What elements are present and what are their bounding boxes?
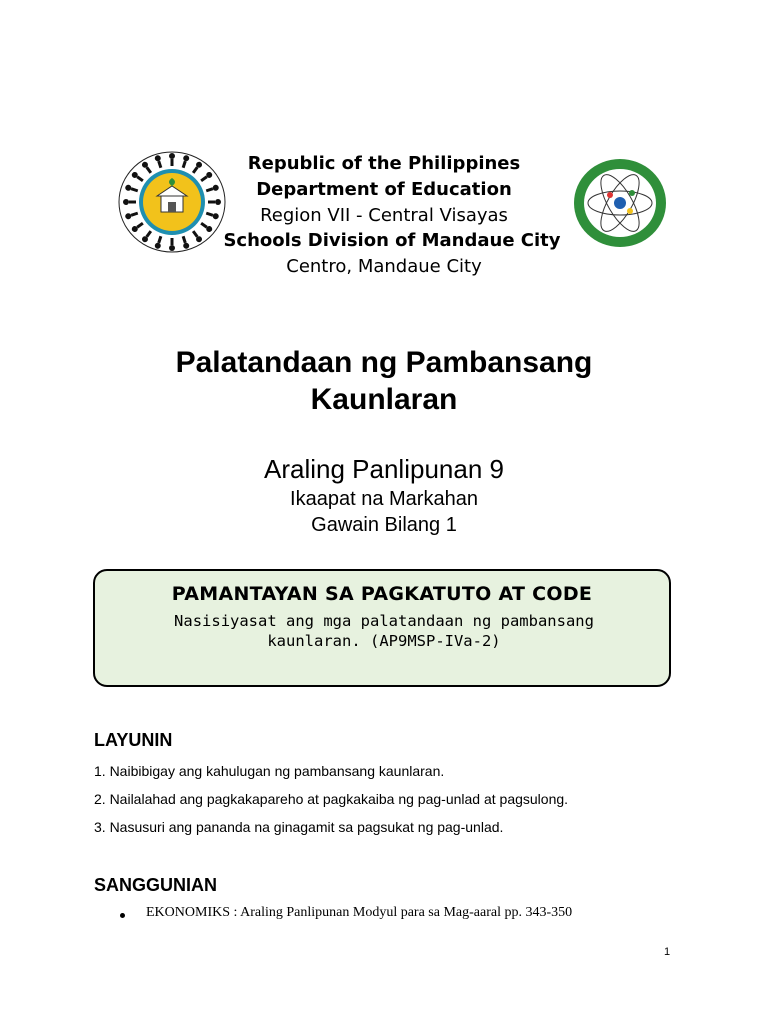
header-division: Schools Division of Mandaue City — [223, 230, 561, 251]
learning-standard-text — [135, 611, 633, 651]
header-region: Region VII - Central Visayas — [260, 205, 508, 226]
activity-label: Gawain Bilang 1 — [311, 514, 457, 536]
references-heading: SANGGUNIAN — [94, 875, 218, 895]
document-title-line2: Kaunlaran — [310, 383, 458, 416]
objective-item: 1. Naibibigay ang kahulugan ng pambansang kaunlaran. — [94, 763, 445, 779]
page-number: 1 — [664, 946, 671, 958]
learning-standard-heading: PAMANTAYAN SA PAGKATUTO AT CODE — [171, 583, 593, 605]
bullet-icon — [120, 913, 125, 918]
learning-standard-text-line1: Nasisiyasat ang mga palatandaan ng pambansang — [174, 612, 594, 630]
quarter-label: Ikaapat na Markahan — [290, 488, 478, 510]
learning-standard-text-line2: kaunlaran. (AP9MSP-IVa-2) — [267, 632, 501, 650]
objective-item: 3. Nasusuri ang pananda na ginagamit sa pagsukat ng pag-unlad. — [94, 819, 504, 835]
subject-title: Araling Panlipunan 9 — [264, 454, 504, 484]
objectives-heading: LAYUNIN — [94, 730, 173, 750]
header-department: Department of Education — [256, 179, 512, 200]
header-address: Centro, Mandaue City — [286, 256, 482, 277]
objective-item: 2. Nailalahad ang pagkakapareho at pagkakaiba ng pag-unlad at pagsulong. — [94, 791, 569, 807]
header-republic: Republic of the Philippines — [247, 153, 521, 174]
learning-standard-box — [93, 569, 671, 687]
document-title-line1: Palatandaan ng Pambansang — [175, 346, 593, 379]
reference-item: EKONOMIKS : Araling Panlipunan Modyul para sa Mag-aaral pp. 343-350 — [146, 905, 573, 920]
